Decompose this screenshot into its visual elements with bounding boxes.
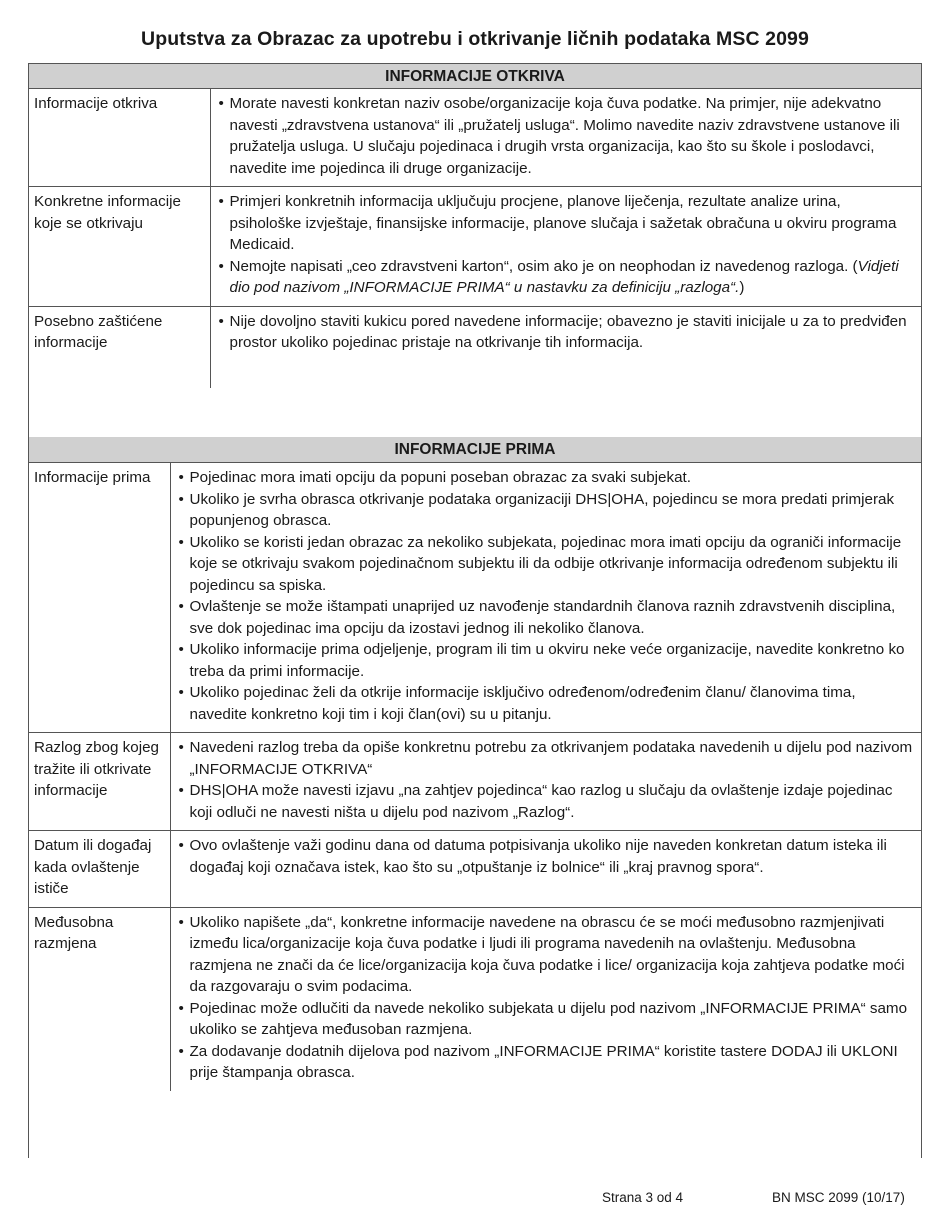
row-content — [170, 831, 921, 908]
row-label: Posebno zaštićene informacije — [34, 312, 163, 351]
row-label: Informacije prima — [29, 463, 170, 733]
table-row — [29, 187, 921, 307]
table-row — [29, 733, 921, 831]
row-label: Datum ili događaj kada ovlaštenje ističe — [29, 831, 170, 908]
bullet-item: • DHS|OHA može navesti izjavu „na zahtjev pojedinca“ kao razlog u slučaju da ovlaštenje izdaje pojedinac koji odluči ne navesti ništa u dijelu pod nazivom „Razlog“. — [177, 780, 916, 823]
row-label: Međusobna razmjena — [34, 913, 114, 952]
section-informacije-otkriva — [28, 63, 922, 437]
bullet-item: • Ovo ovlaštenje važi godinu dana od datuma potpisivanja ukoliko nije naveden konkretan datum isteka ili događaj koji označava istek, kao što su „otpuštanje iz bolnice“ ili „kraj pravnog spora“. — [177, 835, 916, 878]
row-content — [210, 187, 921, 307]
bullet-item: • Ukoliko pojedinac želi da otkrije informacije isključivo određenom/određenim članu/ članovima tima, navedite konkretno koji tim i koji član(ovi) su u pitanju. — [177, 682, 916, 725]
bullet-item: • Ovlaštenje se može ištampati unaprijed uz navođenje standardnih članova raznih zdravstvenih disciplina, sve dok pojedinac ima opciju da izostavi jednog ili nekoliko članova. — [177, 596, 916, 639]
table-row — [29, 907, 921, 1091]
bullet-item: • Ukoliko napišete „da“, konkretne informacije navedene na obrascu će se moći međusobno razmjenjivati između lica/organizacije koja čuva podatke i ljudi ili programa navedenih na ovlaštenju. Međusobna razmjena ne znači da će lice/organizacija koja čuva podatke i lice/ organizacija koja zahtjeva podatke moći da razgovaraju o svim podacima. — [177, 912, 916, 998]
bullet-item: • Ukoliko se koristi jedan obrazac za nekoliko subjekata, pojedinac mora imati opciju da ograniči informacije koje se otkrivaju svakom pojedinačnom subjektu ili da odbije otkrivanje informacija određenom subjektu ili pojedincu sa spiska. — [177, 532, 916, 597]
row-content — [210, 306, 921, 388]
info-table — [29, 463, 921, 1091]
bullet-item: • Ukoliko je svrha obrasca otkrivanje podataka organizaciji DHS|OHA, pojedincu se mora predati primjerak popunjenog obrasca. — [177, 489, 916, 532]
footer-form-id: BN MSC 2099 (10/17) — [772, 1190, 905, 1205]
table-row — [29, 306, 921, 388]
bullet-item: • Ukoliko informacije prima odjeljenje, program ili tim u okviru neke veće organizacije, navedite konkretno ko treba da primi informacije. — [177, 639, 916, 682]
bullet-text-end: ) — [739, 279, 745, 296]
bullet-item: • Nije dovoljno staviti kukicu pored navedene informacije; obavezno je staviti inicijale u za to predviđen prostor ukoliko pojedinac pristaje na otkrivanje tih informacija. — [217, 311, 916, 354]
row-label: Konkretne informacije koje se otkrivaju — [29, 187, 210, 307]
table-row — [29, 831, 921, 908]
bullet-item: • Pojedinac mora imati opciju da popuni poseban obrazac za svaki subjekat. — [177, 467, 916, 489]
bullet-item: • Navedeni razlog treba da opiše konkretnu potrebu za otkrivanjem podataka navedenih u dijelu pod nazivom „INFORMACIJE OTKRIVA“ — [177, 737, 916, 780]
section-heading: INFORMACIJE OTKRIVA — [29, 63, 921, 89]
table-row — [29, 463, 921, 733]
bullet-item — [217, 256, 916, 299]
table-row — [29, 89, 921, 187]
section-heading: INFORMACIJE PRIMA — [29, 437, 921, 463]
bullet-item: • Morate navesti konkretan naziv osobe/organizacije koja čuva podatke. Na primjer, nije adekvatno navesti „zdravstvena ustanova“ ili „pružatelj usluga“. Molimo navedite naziv zdravstvene ustanove ili pružatelja usluga. U slučaju pojedinaca i drugih vrsta organizacija, kao što su škole i poslodavci, navedite ime pojedinca ili druge organizacije. — [217, 93, 916, 179]
page-title: Uputstva za Obrazac za upotrebu i otkrivanje ličnih podataka MSC 2099 — [141, 28, 809, 50]
row-content — [170, 733, 921, 831]
footer-page-number: Strana 3 od 4 — [602, 1190, 684, 1205]
row-label: Razlog zbog kojeg tražite ili otkrivate informacije — [29, 733, 170, 831]
bullet-item: • Pojedinac može odlučiti da navede nekoliko subjekata u dijelu pod nazivom „INFORMACIJE PRIMA“ samo ukoliko se zahtjeva međusoban razmjena. — [177, 998, 916, 1041]
bullet-item: • Za dodavanje dodatnih dijelova pod nazivom „INFORMACIJE PRIMA“ koristite tastere DODAJ ili UKLONI prije štampanja obrasca. — [177, 1041, 916, 1084]
row-content — [170, 463, 921, 733]
row-label: Informacije otkriva — [29, 89, 210, 187]
bullet-italic-reference: Vidjeti dio pod nazivom „INFORMACIJE PRIMA“ u nastavku za definiciju „razloga“. — [229, 257, 899, 296]
info-table — [29, 89, 921, 388]
bullet-item: • Primjeri konkretnih informacija uključuju procjene, planove liječenja, rezultate analize urina, psihološke izvještaje, finansijske informacije, planove slučaja i sažetak obračuna u okviru programa Medicaid. — [217, 191, 916, 256]
section-informacije-prima — [28, 437, 922, 1158]
bullet-text: Nemojte napisati „ceo zdravstveni karton“, osim ako je on neophodan iz navedenog razloga. ( — [229, 257, 858, 275]
row-content — [170, 907, 921, 1091]
row-content — [210, 89, 921, 187]
